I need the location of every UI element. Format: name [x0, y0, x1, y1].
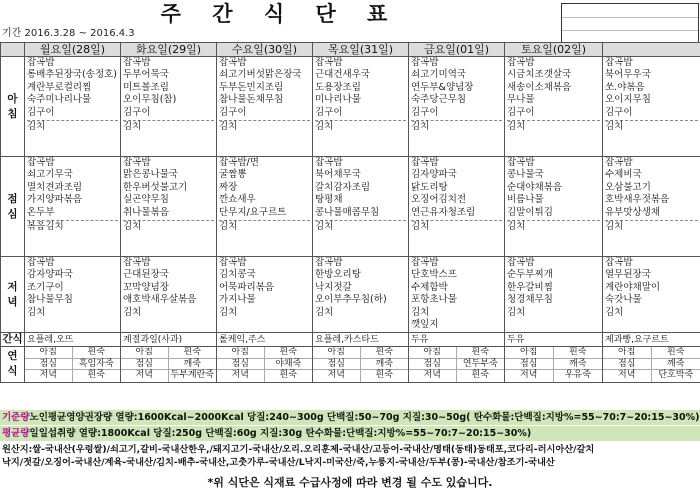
dish-item: 도용장조림 [315, 81, 361, 93]
note-tag: 평균량 [2, 428, 30, 439]
dish-item: 감자양파국 [27, 269, 73, 281]
menu-cell [217, 157, 313, 257]
note-text: 노인평균영양권장량 열량:1600Kcal~2000Kcal 당질:240~300g 단백질:50~70g 지질:30~50g( 탄수화물:단백질:지방%=55~70:7~20:15~30%) [29, 412, 700, 423]
soft-diet-item: 저녁 [313, 370, 361, 382]
meal-label-char: 침 [7, 107, 18, 120]
soft-diet-grid [313, 347, 408, 382]
dish-item: 온두부 [27, 206, 55, 218]
soft-diet-grid [121, 347, 216, 382]
snack-cell: 요플레,카스타드 [313, 333, 409, 347]
soft-diet-item: 단호박죽 [658, 370, 694, 380]
soft-diet-cell [313, 347, 409, 383]
soft-diet-cell [217, 347, 313, 383]
dish-item: 북어채무국 [315, 169, 361, 181]
menu-cell [25, 57, 121, 157]
menu-cell [313, 57, 409, 157]
meal-label-char: 아 [7, 92, 18, 105]
dish-item: 김구이 [123, 106, 151, 118]
menu-cell [217, 257, 313, 333]
dish-item: 김치 [315, 120, 406, 132]
dish-item: 깐쇼새우 [219, 194, 256, 206]
dish-item: 쇠고기미역국 [411, 69, 467, 81]
dish-item: 닭도리탕 [411, 181, 448, 193]
dish-item: 김구이 [315, 106, 343, 118]
soft-diet-item: 야채죽 [265, 359, 313, 371]
soft-diet-item: 흰죽 [457, 347, 505, 359]
day-header: 목요일(31일) [313, 43, 409, 57]
dish-item: 김치 [219, 120, 310, 132]
dish-item: 열무된장국 [605, 269, 651, 281]
soft-diet-item: 점심 [217, 359, 265, 371]
meal-label-char: 심 [7, 207, 18, 220]
soft-diet-item: 흑임자죽 [73, 359, 121, 371]
soft-diet-grid [603, 347, 700, 382]
dish-item: 김치 [219, 220, 310, 232]
dish-item: 시금치조갯살국 [507, 69, 572, 81]
dish-item: 청경채무침 [507, 294, 553, 306]
snack-row [1, 333, 700, 347]
soft-diet-item: 점심 [25, 359, 73, 371]
dish-item: 김치 [411, 120, 502, 132]
menu-cell [603, 157, 700, 257]
dish-item: 김치 [507, 306, 526, 318]
soft-diet-item: 흰죽 [279, 370, 297, 380]
menu-cell [409, 57, 505, 157]
soft-diet-item: 아침 [313, 347, 361, 359]
menu-cell [121, 257, 217, 333]
dish-item: 근대된장국 [123, 269, 169, 281]
dish-item: 수제함박 [411, 281, 448, 293]
dish-item: 잡곡밥 [219, 257, 247, 268]
dish-item: 실곤약무침 [123, 194, 169, 206]
dish-item: 한우갈비찜 [507, 281, 553, 293]
dish-item: 탕평채 [315, 194, 343, 206]
dish-item: 미트볼조림 [123, 81, 169, 93]
soft-diet-item: 아침 [25, 347, 73, 359]
dish-item: 김구이 [605, 106, 633, 118]
day-header: 월요일(28일) [25, 43, 121, 57]
soft-diet-cell [603, 347, 700, 383]
menu-cell [313, 257, 409, 333]
dish-item: 오이부추무침(하) [315, 294, 387, 306]
day-header [603, 43, 700, 57]
meal-row [1, 257, 700, 333]
menu-cell [603, 57, 700, 157]
dish-item: 김치 [219, 306, 238, 318]
dish-item: 연근유자청조림 [411, 206, 476, 218]
soft-diet-item: 흰죽 [73, 347, 121, 359]
snack-cell: 계절과일(사과) [121, 333, 217, 347]
soft-diet-item: 점심 [313, 359, 361, 371]
dish-item: 단무지/요구르트 [219, 206, 287, 218]
dish-item: 김치콩국 [219, 269, 256, 281]
day-header: 화요일(29일) [121, 43, 217, 57]
dish-item: 김치 [27, 306, 46, 318]
soft-diet-item: 아침 [409, 347, 457, 359]
soft-diet-item: 저녁 [409, 370, 457, 382]
dish-item: 쏘.야볶음 [605, 81, 645, 93]
dish-item: 순대야채볶음 [507, 181, 563, 193]
dish-item: 잡곡밥 [605, 157, 633, 168]
dish-item: 굴짬뽕 [219, 169, 247, 181]
dish-item: 비름나물 [507, 194, 544, 206]
soft-diet-item: 깨죽 [361, 359, 409, 371]
soft-diet-item: 흰죽 [375, 370, 393, 380]
dish-item: 미나리나물 [315, 94, 361, 106]
day-header-row [1, 43, 700, 57]
dish-item: 김치 [507, 120, 600, 132]
dish-item: 콩나물매콤무침 [315, 206, 380, 218]
soft-diet-grid [409, 347, 504, 382]
soft-diet-cell [25, 347, 121, 383]
dish-item: 볶음김치 [27, 220, 118, 232]
soft-diet-item: 깨죽 [169, 359, 217, 371]
standard-nutrition-note [0, 410, 700, 425]
soft-diet-item: 저녁 [25, 370, 73, 382]
dish-item: 낙지젓갈 [315, 281, 352, 293]
header-corner [1, 43, 25, 57]
dish-item: 잡곡밥 [507, 157, 535, 168]
soft-diet-item: 흰죽 [554, 347, 603, 359]
dish-item: 계란야채말이 [605, 281, 661, 293]
footer-note: *위 식단은 식재료 수급사정에 따라 변경 될 수도 있습니다. [207, 476, 493, 489]
dish-item: 롱배추된장국(송정호) [27, 69, 118, 81]
soft-diet-label [1, 347, 25, 383]
dish-item: 잡곡밥 [123, 57, 151, 68]
dish-item: 오징어김치전 [411, 194, 467, 206]
menu-cell [217, 57, 313, 157]
dish-item: 멸치견과조림 [27, 181, 83, 193]
soft-diet-item: 흰죽 [87, 370, 105, 380]
soft-diet-item: 점심 [121, 359, 169, 371]
dish-item: 북어무우국 [605, 69, 651, 81]
dish-item: 잡곡밥 [27, 57, 55, 68]
dish-item: 잡곡밥 [411, 157, 439, 168]
dish-item: 무나물 [507, 94, 535, 106]
dish-item: 김치 [123, 120, 214, 132]
snack-label: 간식 [2, 333, 23, 346]
soft-diet-item: 깨죽 [554, 359, 603, 371]
note-text: 일일섭취량 열량:1800Kcal 당질:250g 단백질:60g 지질:30g 탄수화물:단백질:지방%=55~70:7~20:15~30%) [29, 428, 532, 439]
menu-cell [603, 257, 700, 333]
page-title: 주 간 식 단 표 [160, 2, 400, 26]
day-header: 금요일(01일) [409, 43, 505, 57]
soft-diet-label-char: 연 [7, 350, 18, 363]
dish-item: 잡곡밥 [411, 57, 439, 68]
dish-item: 호박새우젓볶음 [605, 194, 670, 206]
meal-row [1, 57, 700, 157]
soft-diet-cell [505, 347, 603, 383]
dish-item: 취나물볶음 [123, 206, 169, 218]
snack-cell: 두유 [409, 333, 505, 347]
day-header: 토요일(02일) [505, 43, 603, 57]
dish-item: 김치 [507, 220, 600, 232]
menu-cell [25, 257, 121, 333]
dish-item: 오이지무침 [605, 94, 651, 106]
dish-item: 포항초나물 [411, 294, 457, 306]
meal-label [1, 57, 25, 157]
menu-cell [313, 157, 409, 257]
soft-diet-item: 아침 [603, 347, 652, 359]
dish-item: 두부어묵국 [123, 69, 169, 81]
dish-item: 김구이 [507, 106, 535, 118]
soft-diet-item: 흰죽 [169, 347, 217, 359]
dish-item: 김자양파국 [411, 169, 457, 181]
dish-item: 참나물무침 [27, 294, 73, 306]
note-tag: 기준량 [2, 412, 30, 423]
dish-item: 잡곡밥 [123, 157, 151, 168]
soft-diet-item: 저녁 [603, 370, 652, 382]
dish-item: 순두부찌개 [507, 269, 553, 281]
dish-item: 한방오리탕 [315, 269, 361, 281]
dish-item: 근대건새우국 [315, 69, 371, 81]
soft-diet-row [1, 347, 700, 383]
dish-item: 가지양파볶음 [27, 194, 83, 206]
dish-item: 가지나물 [219, 294, 256, 306]
dish-item: 잡곡밥 [27, 157, 55, 168]
meal-label-char: 점 [7, 192, 18, 205]
menu-cell [505, 57, 603, 157]
dish-item: 숙갓나물 [605, 294, 642, 306]
soft-diet-cell [409, 347, 505, 383]
soft-diet-item: 흰죽 [652, 347, 700, 359]
soft-diet-item: 흰죽 [361, 347, 409, 359]
meal-row [1, 157, 700, 257]
dish-item: 잡곡밥 [315, 157, 343, 168]
origin-line: 원산지:쌀-국내산(우렁쌀)/쇠고기,갈비-국내산한우,/돼지고기-국내산/오리.오리훈제-국내산/고등어-국내산/명태(동태)동태포,코다리-러시아산/갈치 [2, 444, 595, 455]
menu-cell [505, 157, 603, 257]
dish-item: 쇠고기무국 [27, 169, 73, 181]
dish-item: 김치 [315, 306, 334, 318]
dish-item: 잡곡밥 [315, 57, 343, 68]
dish-item: 쇠고기버섯맑은장국 [219, 69, 302, 81]
dish-item: 숙주당근무침 [411, 94, 467, 106]
dish-item: 콩나물국 [507, 169, 544, 181]
average-nutrition-note [0, 426, 700, 441]
meal-label [1, 257, 25, 333]
dish-item: 김치 [411, 220, 502, 232]
dish-item: 김구이 [219, 106, 247, 118]
soft-diet-item: 저녁 [217, 370, 265, 382]
dish-item: 한우버섯불고기 [123, 181, 188, 193]
dish-item: 오이무침(참) [123, 94, 177, 106]
dish-item: 김치 [605, 220, 698, 232]
dish-item: 잡곡밥 [507, 57, 535, 68]
dish-item: 김구이 [27, 106, 55, 118]
dish-item: 어묵파리볶음 [219, 281, 275, 293]
dish-item: 잡곡밥 [507, 257, 535, 268]
soft-diet-item: 연두부죽 [457, 359, 505, 371]
soft-diet-item: 아침 [217, 347, 265, 359]
dish-item: 오삼불고기 [605, 181, 651, 193]
dish-item: 잡곡밥 [27, 257, 55, 268]
soft-diet-item: 점심 [409, 359, 457, 371]
soft-diet-grid [217, 347, 312, 382]
soft-diet-item: 우유죽 [564, 370, 591, 380]
dish-item: 숙주미나리나물 [27, 94, 92, 106]
dish-item: 김말이튀김 [507, 206, 553, 218]
corner-box [561, 3, 699, 43]
dish-item: 김구이 [411, 106, 439, 118]
soft-diet-item: 두부계란죽 [170, 370, 214, 380]
menu-cell [409, 157, 505, 257]
meal-label-char: 저 [7, 280, 18, 293]
dish-item: 두부돈민지조림 [219, 81, 284, 93]
dish-item: 수제비국 [605, 169, 642, 181]
snack-cell: 요플레,오뜨 [25, 333, 121, 347]
soft-diet-item: 아침 [505, 347, 554, 359]
dish-item: 짜장 [219, 181, 238, 193]
menu-cell [409, 257, 505, 333]
dish-item: 단호박스프 [411, 269, 457, 281]
soft-diet-label-char: 식 [7, 365, 18, 378]
soft-diet-cell [121, 347, 217, 383]
snack-cell: 제과빵,요구르트 [603, 333, 700, 347]
meal-label [1, 157, 25, 257]
dish-item: 깻잎지 [411, 318, 439, 330]
dish-item: 애호박새우살볶음 [123, 294, 197, 306]
soft-diet-item: 깨죽 [652, 359, 700, 371]
soft-diet-item: 아침 [121, 347, 169, 359]
dish-item: 잡곡밥 [605, 257, 633, 268]
dish-item: 참나물돈채무침 [219, 94, 284, 106]
dish-item: 새송이소채볶음 [507, 81, 572, 93]
meal-label-char: 녁 [7, 295, 18, 308]
menu-cell [25, 157, 121, 257]
day-header: 수요일(30일) [217, 43, 313, 57]
menu-period: 기간 2016.3.28 ~ 2016.4.3 [2, 28, 135, 39]
dish-item: 갈치감자조림 [315, 181, 371, 193]
dish-item: 잡곡밥 [411, 257, 439, 268]
dish-item: 잡곡밥/면 [219, 157, 259, 168]
dish-item: 김치 [315, 220, 406, 232]
origin-info [0, 444, 700, 469]
snack-cell: 롤케익,주스 [217, 333, 313, 347]
origin-line: 낙지/젓갈/오징어-국내산/계육-국내산/김치-배추-국내산,고춧가루-국내산/L낙지-미국산/죽,누룽지-국내산/두부(콩)-국내산/참조기-국내산 [2, 456, 555, 468]
dish-item: 맑은콩나물국 [123, 169, 179, 181]
soft-diet-item: 저녁 [121, 370, 169, 382]
dish-item: 잡곡밥 [123, 257, 151, 268]
dish-item: 김치 [411, 306, 430, 318]
dish-item: 김치 [605, 120, 698, 132]
soft-diet-item: 저녁 [505, 370, 554, 382]
menu-cell [121, 57, 217, 157]
dish-item: 잡곡밥 [219, 57, 247, 68]
dish-item: 김치 [123, 306, 142, 318]
snack-cell: 두유 [505, 333, 603, 347]
dish-item: 유부맛상생채 [605, 206, 661, 218]
dish-item: 연두부&양념장 [411, 81, 474, 93]
dish-item: 꼬막양념장 [123, 281, 169, 293]
dish-item: 조기구이 [27, 281, 64, 293]
soft-diet-item: 흰죽 [471, 370, 489, 380]
dish-item: 잡곡밥 [315, 257, 343, 268]
soft-diet-item: 점심 [505, 359, 554, 371]
soft-diet-grid [505, 347, 602, 382]
dish-item: 잡곡밥 [605, 57, 633, 68]
soft-diet-item: 점심 [603, 359, 652, 371]
menu-cell [121, 157, 217, 257]
dish-item: 김치 [605, 306, 624, 318]
soft-diet-item: 흰죽 [265, 347, 313, 359]
menu-cell [505, 257, 603, 333]
dish-item: 김치 [123, 220, 214, 232]
dish-item: 김치 [27, 120, 118, 132]
weekly-menu-table [0, 42, 700, 383]
soft-diet-grid [25, 347, 120, 382]
dish-item: 계란부로컬리찜 [27, 81, 92, 93]
